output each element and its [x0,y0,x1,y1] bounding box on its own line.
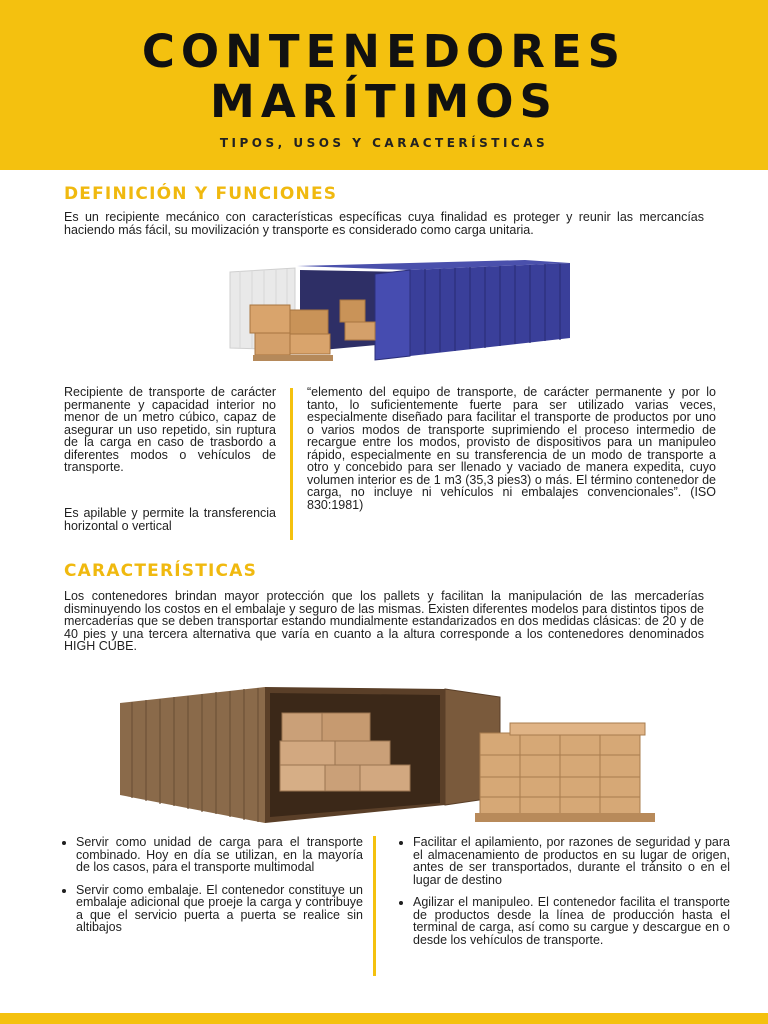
bottom-accent-bar [0,1013,768,1024]
characteristics-intro: Los contenedores brindan mayor protección que los pallets y facilitan la manipulación de las mercaderías disminuyendo los costos en el embalaje y seguro de las mismas. Existen diferentes modelos para distintos tipos de mercaderías que se deben transportar estando mundialmente estandarizados en dos medidas clásicas: de 20 y de 40 pies y una tercera alternativa que varía en cuanto a la altura corresponde a los contenedores denominados HIGH CUBE. [64,589,704,653]
blue-container-image [225,260,575,365]
iso-definition-quote: “elemento del equipo de transporte, de carácter permanente y por lo tanto, lo suficientemente fuerte para ser utilizado varias veces, especialmente diseñado para facilitar el transporte de productos por uno o varios modos de transporte suprimiendo el proceso intermedio de recargue entre los modos, provisto de dispositivos para un manipuleo rápido, especialmente en su transferencia de un modo de transporte a otro y concebido para ser llenado y vaciado de manera expedita, cuyo volumen interior es de 1 m3 (35,3 pies3) o más. El término contenedor de carga, no incluye ni vehículos ni embalajes convencionales”. (ISO 830:1981) [307,385,716,512]
bullets-divider [373,836,376,976]
subtitle: TIPOS, USOS Y CARACTERÍSTICAS [219,136,549,150]
column-divider [290,388,293,540]
list-item: • Facilitar el apilamiento, por razones de seguridad y para el almacenamiento de productos en su lugar de origen, antes de ser transportados, durante el tránsito o en el lugar de destino [413,836,730,886]
section-heading-caracteristicas: CARACTERÍSTICAS [64,561,258,581]
title-line-1: CONTENEDORES [141,25,627,78]
brown-container-image [120,685,665,825]
definition-left-paragraph: Recipiente de transporte de carácter permanente y capacidad interior no menor de un metro cúbico, capaz de asegurar un uso repetido, sin ruptura de la carga en caso de trasbordo a diferentes modos o vehículos de transporte. [64,385,276,474]
list-item: • Agilizar el manipuleo. El contenedor facilita el transporte de productos desde la línea de producción hasta el terminal de carga, así como su cargue y descargue en o desde los vehículos de transporte. [413,896,730,946]
list-item: • Servir como unidad de carga para el transporte combinado. Hoy en día se utilizan, en la mayoría de los casos, para el transporte multimodal [76,836,363,874]
bullet-list-right [399,836,730,956]
list-item: • Servir como embalaje. El contenedor constituye un embalaje adicional que proeje la carga y contribuye a que el servicio puerta a puerta se realice sin altibajos [76,884,363,934]
header-banner [0,0,768,170]
section-heading-definicion: DEFINICIÓN Y FUNCIONES [64,184,338,204]
bullet-list-left [62,836,363,944]
definition-left-paragraph-2: Es apilable y permite la transferencia horizontal o vertical [64,506,276,533]
definition-intro: Es un recipiente mecánico con características específicas cuya finalidad es proteger y reunir las mercancías haciendo más fácil, su movilización y transporte es considerado como carga unitaria. [64,210,704,237]
title-line-2: MARÍTIMOS [210,75,558,128]
